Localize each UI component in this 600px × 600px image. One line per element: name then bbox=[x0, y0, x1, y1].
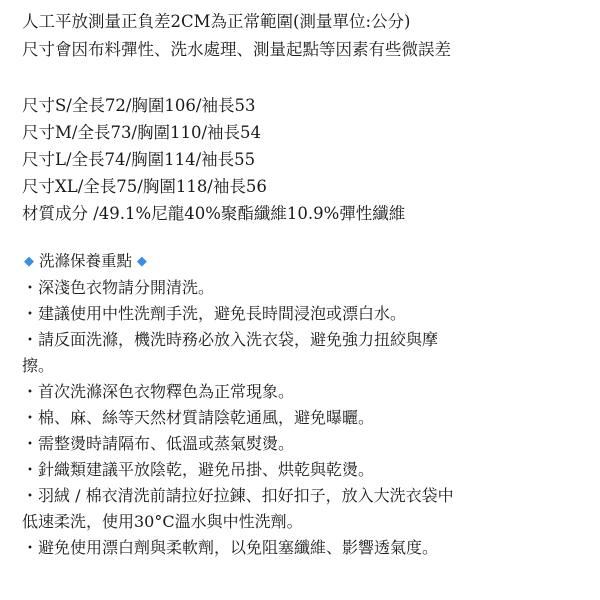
care-item: ・避免使用漂白劑與柔軟劑，以免阻塞纖維、影響透氣度。 bbox=[22, 538, 439, 557]
diamond-icon: ◆ bbox=[24, 254, 34, 269]
size-row-l: 尺寸L/全長74/胸圍114/袖長55 bbox=[22, 150, 256, 169]
size-row-xl: 尺寸XL/全長75/胸圍118/袖長56 bbox=[22, 177, 267, 196]
care-item: ・深淺色衣物請分開清洗。 bbox=[22, 278, 215, 297]
care-item: ・棉、麻、絲等天然材質請陰乾通風，避免曝曬。 bbox=[22, 408, 375, 427]
care-item: ・建議使用中性洗劑手洗，避免長時間浸泡或漂白水。 bbox=[22, 304, 407, 323]
care-item: ・請反面洗滌，機洗時務必放入洗衣袋，避免強力扭絞與摩 bbox=[22, 330, 439, 349]
size-row-s: 尺寸S/全長72/胸圍106/袖長53 bbox=[22, 96, 256, 115]
size-variance-note: 尺寸會因布料彈性、洗水處理、測量起點等因素有些微誤差 bbox=[22, 40, 451, 59]
care-item: ・針織類建議平放陰乾，避免吊掛、烘乾與乾燙。 bbox=[22, 460, 375, 479]
measurement-note: 人工平放測量正負差2CM為正常範圍(測量單位:公分) bbox=[22, 12, 411, 31]
care-heading-label: 洗滌保養重點 bbox=[38, 252, 132, 270]
care-list bbox=[22, 275, 582, 561]
care-heading bbox=[24, 251, 147, 272]
size-row-m: 尺寸M/全長73/胸圍110/袖長54 bbox=[22, 123, 262, 142]
care-item: ・需整燙時請隔布、低溫或蒸氣熨燙。 bbox=[22, 434, 295, 453]
care-item-continued: 低速柔洗，使用30°C溫水與中性洗劑。 bbox=[22, 512, 303, 531]
care-item-continued: 擦。 bbox=[22, 356, 55, 375]
care-item: ・首次洗滌深色衣物釋色為正常現象。 bbox=[22, 382, 295, 401]
care-item: ・羽絨 / 棉衣清洗前請拉好拉鍊、扣好扣子，放入大洗衣袋中 bbox=[22, 486, 454, 505]
diamond-icon: ◆ bbox=[136, 254, 147, 269]
material-composition: 材質成分 /49.1%尼龍40%聚酯纖維10.9%彈性纖維 bbox=[22, 204, 406, 223]
